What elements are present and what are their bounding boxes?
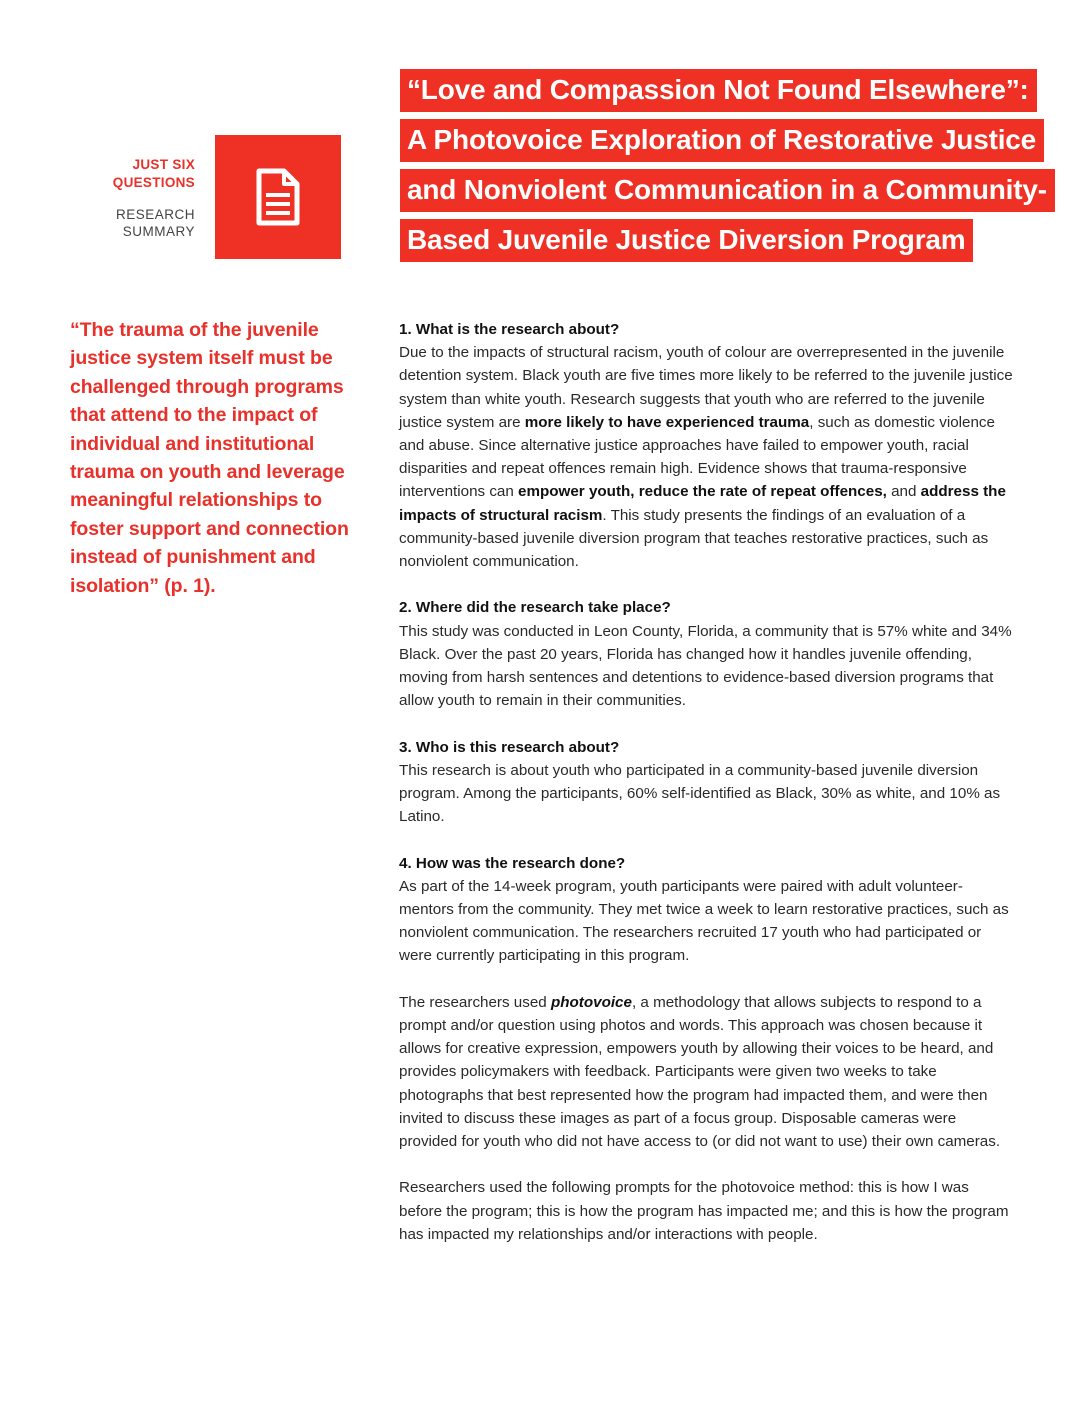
answer-paragraph: This study was conducted in Leon County, Florida, a community that is 57% white and 34% Black. Over the past 20 years, Florida has changed how it handles juvenile offending, moving from harsh sentences and detentions to evidence-based diversion programs that allow youth to remain in their communities. [399, 622, 1012, 710]
document-icon-box [215, 135, 341, 259]
answer-paragraph: This research is about youth who participated in a community-based juvenile diversion program. Among the participants, 60% self-identified as Black, 30% as white, and 10% as Latino. [399, 761, 1001, 826]
answer-paragraph: Due to the impacts of structural racism, youth of colour are overrepresented in the juvenile detention system. Black youth are five times more likely to be referred to the juvenile justice system than white youth. Research suggests that youth who are referred to the juvenile justice system are more likely to have experienced trauma, such as domestic violence and abuse. Since alternative justice approaches have failed to empower youth, racial disparities and repeat offences remain high. Evidence shows that trauma-responsive interventions can empower youth, reduce the rate of repeat offences, and address the impacts of structural racism. This study presents the findings of an evaluation of a community-based juvenile diversion program that teaches restorative practices, such as nonviolent communication. [399, 344, 1013, 571]
document-type: RESEARCH SUMMARY [115, 207, 195, 239]
question-heading: 4. How was the research done? [399, 854, 626, 872]
emphasis-text: more likely to have experienced trauma [524, 413, 810, 431]
document-icon [254, 167, 302, 227]
title-line: “Love and Compassion Not Found Elsewhere”: [400, 69, 1037, 112]
emphasis-text: empower youth, reduce the rate of repeat offences, [518, 483, 887, 501]
pull-quote: “The trauma of the juvenile justice system itself must be challenged through programs that attend to the impact of individual and institutional trauma on youth and leverage meaningful relationships to foster support and connection instead of punishment and isolation” (p. 1). [70, 319, 349, 597]
document-title [400, 69, 1070, 269]
question-heading: 2. Where did the research take place? [399, 599, 671, 617]
answer-paragraph: Researchers used the following prompts for the photovoice method: this is how I was before the program; this is how the program has impacted me; and this is how the program has impacted my relationships and/or interactions with people. [399, 1179, 1009, 1243]
question-heading: 1. What is the research about? [399, 321, 620, 338]
title-line: Based Juvenile Justice Diversion Program [400, 219, 973, 262]
title-line: and Nonviolent Communication in a Community- [400, 169, 1055, 212]
series-name: JUST SIX QUESTIONS [112, 157, 195, 190]
question-heading: 3. Who is this research about? [399, 738, 620, 756]
main-content [399, 318, 1014, 1269]
brand-block [85, 156, 195, 240]
answer-paragraph: The researchers used photovoice, a methodology that allows subjects to respond to a prompt and/or question using photos and words. This approach was chosen because it allows for creative expression, empowers youth by allowing their voices to be heard, and provides policymakers with feedback. Participants were given two weeks to take photographs that best represented how the program had impacted them, and were then invited to discuss these images as part of a focus group. Disposable cameras were provided for youth who did not have access to (or did not want to use) their own cameras. [399, 993, 1001, 1151]
title-line: A Photovoice Exploration of Restorative Justice [400, 119, 1044, 162]
emphasis-term: photovoice [550, 993, 632, 1011]
emphasis-text: address the impacts of structural racism [399, 483, 1006, 524]
answer-paragraph: As part of the 14-week program, youth participants were paired with adult volunteer-mentors from the community. They met twice a week to learn restorative practices, such as nonviolent communication. The researchers recruited 17 youth who had participated or were currently participating in this program. [399, 877, 1009, 965]
